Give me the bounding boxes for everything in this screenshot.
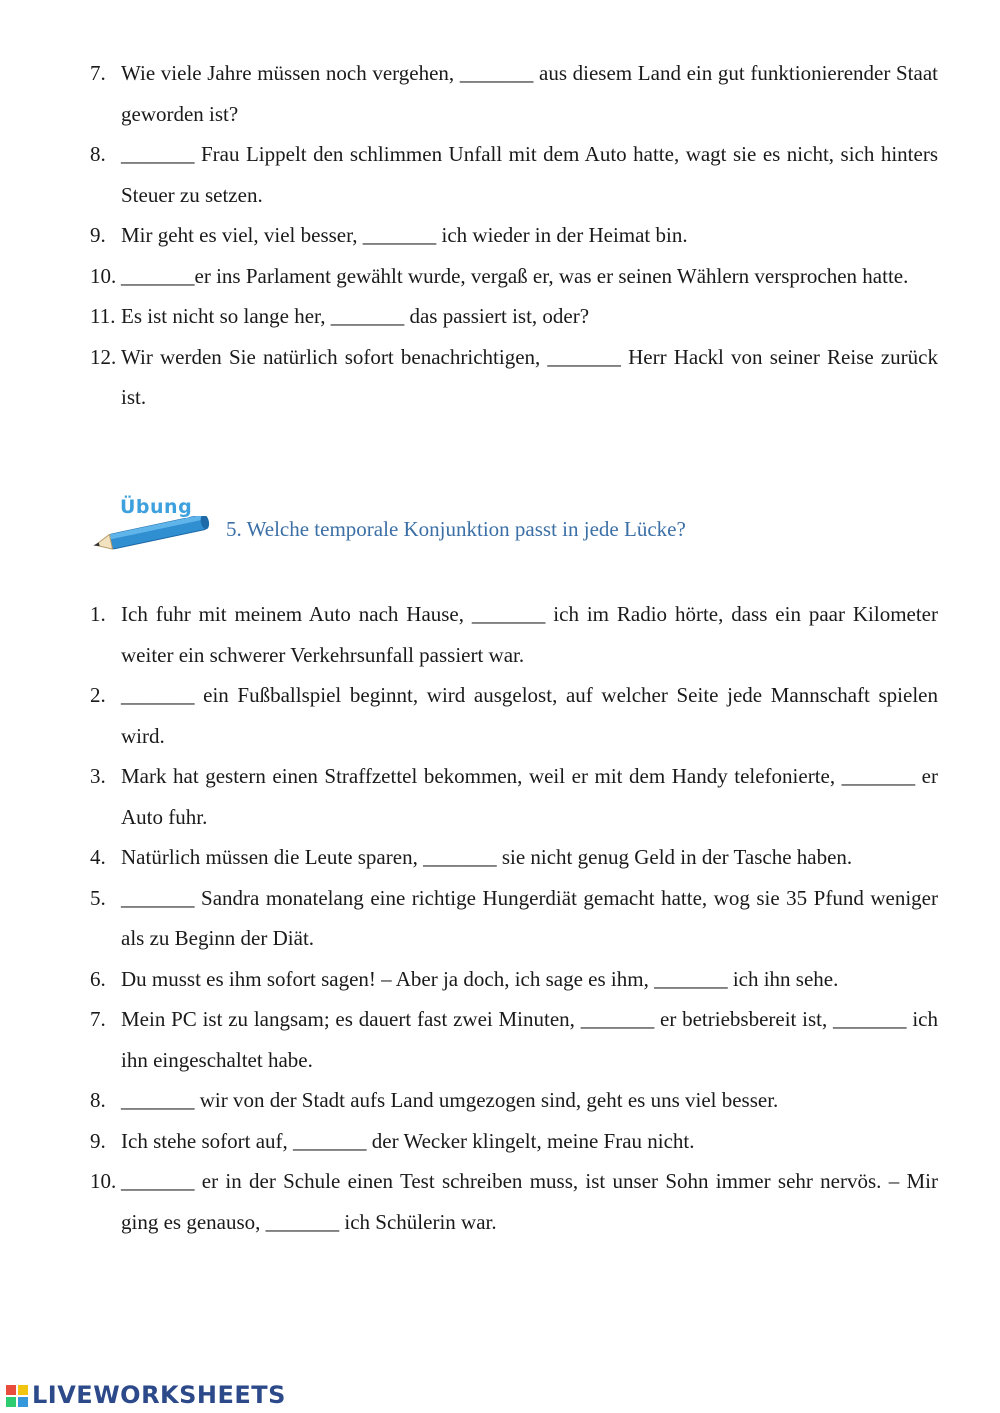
item-text: _______ wir von der Stadt aufs Land umgezogen sind, geht es uns viel besser. bbox=[121, 1088, 779, 1112]
list-item bbox=[0, 594, 1000, 675]
list-item bbox=[0, 959, 1000, 1000]
list-item bbox=[0, 1080, 1000, 1121]
item-text: Mark hat gestern einen Straffzettel bekommen, weil er mit dem Handy telefonierte, _______ er Auto fuhr. bbox=[121, 764, 938, 829]
item-text: Mir geht es viel, viel besser, _______ ich wieder in der Heimat bin. bbox=[121, 223, 688, 247]
list-item bbox=[0, 134, 1000, 215]
item-text: Wir werden Sie natürlich sofort benachrichtigen, _______ Herr Hackl von seiner Reise zurück ist. bbox=[121, 344, 938, 409]
item-text: Wie viele Jahre müssen noch vergehen, _______ aus diesem Land ein gut funktionierender Staat geworden ist? bbox=[121, 61, 938, 126]
list-item bbox=[0, 53, 1000, 134]
list-item bbox=[0, 296, 1000, 337]
list-item bbox=[0, 837, 1000, 878]
item-text: Ich stehe sofort auf, _______ der Wecker klingelt, meine Frau nicht. bbox=[121, 1128, 695, 1153]
item-number: 6. bbox=[90, 966, 106, 991]
item-number: 12. bbox=[90, 344, 117, 369]
item-text: Du musst es ihm sofort sagen! – Aber ja doch, ich sage es ihm, _______ ich ihn sehe. bbox=[121, 966, 839, 991]
item-number: 11. bbox=[90, 304, 116, 328]
item-text: Mein PC ist zu langsam; es dauert fast zwei Minuten, _______ er betriebsbereit ist, _______ ich ihn eingeschaltet habe. bbox=[121, 1007, 938, 1072]
item-text: _______er ins Parlament gewählt wurde, vergaß er, was er seinen Wählern versprochen hatte. bbox=[121, 263, 909, 288]
list-item bbox=[0, 337, 1000, 418]
list-item bbox=[0, 1161, 1000, 1242]
item-number: 8. bbox=[90, 1088, 106, 1112]
pencil-icon bbox=[88, 516, 213, 550]
exercise-5-header bbox=[88, 494, 788, 554]
logo-text: LIVEWORKSHEETS bbox=[32, 1381, 286, 1409]
liveworksheets-logo[interactable] bbox=[6, 1381, 306, 1411]
ubung-label: Übung bbox=[120, 496, 193, 518]
item-text: Ich fuhr mit meinem Auto nach Hause, _______ ich im Radio hörte, dass ein paar Kilometer weiter ein schwerer Verkehrsunfall passiert war. bbox=[121, 602, 938, 667]
item-number: 7. bbox=[90, 1007, 106, 1031]
ubung-badge bbox=[88, 494, 218, 554]
item-text: _______ Frau Lippelt den schlimmen Unfall mit dem Auto hatte, wagt sie es nicht, sich hinters Steuer zu setzen. bbox=[121, 142, 938, 207]
list-item bbox=[0, 675, 1000, 756]
item-number: 8. bbox=[90, 142, 106, 166]
exercise-5-list bbox=[0, 594, 1000, 1242]
list-item bbox=[0, 1121, 1000, 1162]
item-text: _______ ein Fußballspiel beginnt, wird ausgelost, auf welcher Seite jede Mannschaft spielen wird. bbox=[121, 683, 938, 748]
list-item bbox=[0, 878, 1000, 959]
item-text: Natürlich müssen die Leute sparen, _______ sie nicht genug Geld in der Tasche haben. bbox=[121, 845, 853, 869]
exercise-4-continuation-list bbox=[0, 53, 1000, 418]
exercise-title: 5. Welche temporale Konjunktion passt in jede Lücke? bbox=[226, 517, 686, 541]
item-number: 1. bbox=[90, 602, 106, 626]
list-item bbox=[0, 999, 1000, 1080]
item-number: 2. bbox=[90, 683, 106, 707]
item-number: 10. bbox=[90, 1169, 117, 1193]
item-number: 9. bbox=[90, 223, 106, 247]
item-number: 7. bbox=[90, 61, 106, 85]
item-number: 9. bbox=[90, 1128, 106, 1153]
item-text: _______ er in der Schule einen Test schreiben muss, ist unser Sohn immer sehr nervös. – Mir ging es genauso, _______ ich Schülerin war. bbox=[121, 1169, 938, 1234]
item-number: 5. bbox=[90, 885, 106, 910]
item-number: 10. bbox=[90, 263, 117, 288]
logo-blocks-icon bbox=[6, 1385, 28, 1407]
item-text: Es ist nicht so lange her, _______ das passiert ist, oder? bbox=[121, 304, 590, 328]
item-number: 4. bbox=[90, 845, 106, 869]
item-text: _______ Sandra monatelang eine richtige Hungerdiät gemacht hatte, wog sie 35 Pfund weniger als zu Beginn der Diät. bbox=[121, 885, 938, 950]
list-item bbox=[0, 215, 1000, 256]
list-item bbox=[0, 256, 1000, 297]
list-item bbox=[0, 756, 1000, 837]
item-number: 3. bbox=[90, 764, 106, 788]
